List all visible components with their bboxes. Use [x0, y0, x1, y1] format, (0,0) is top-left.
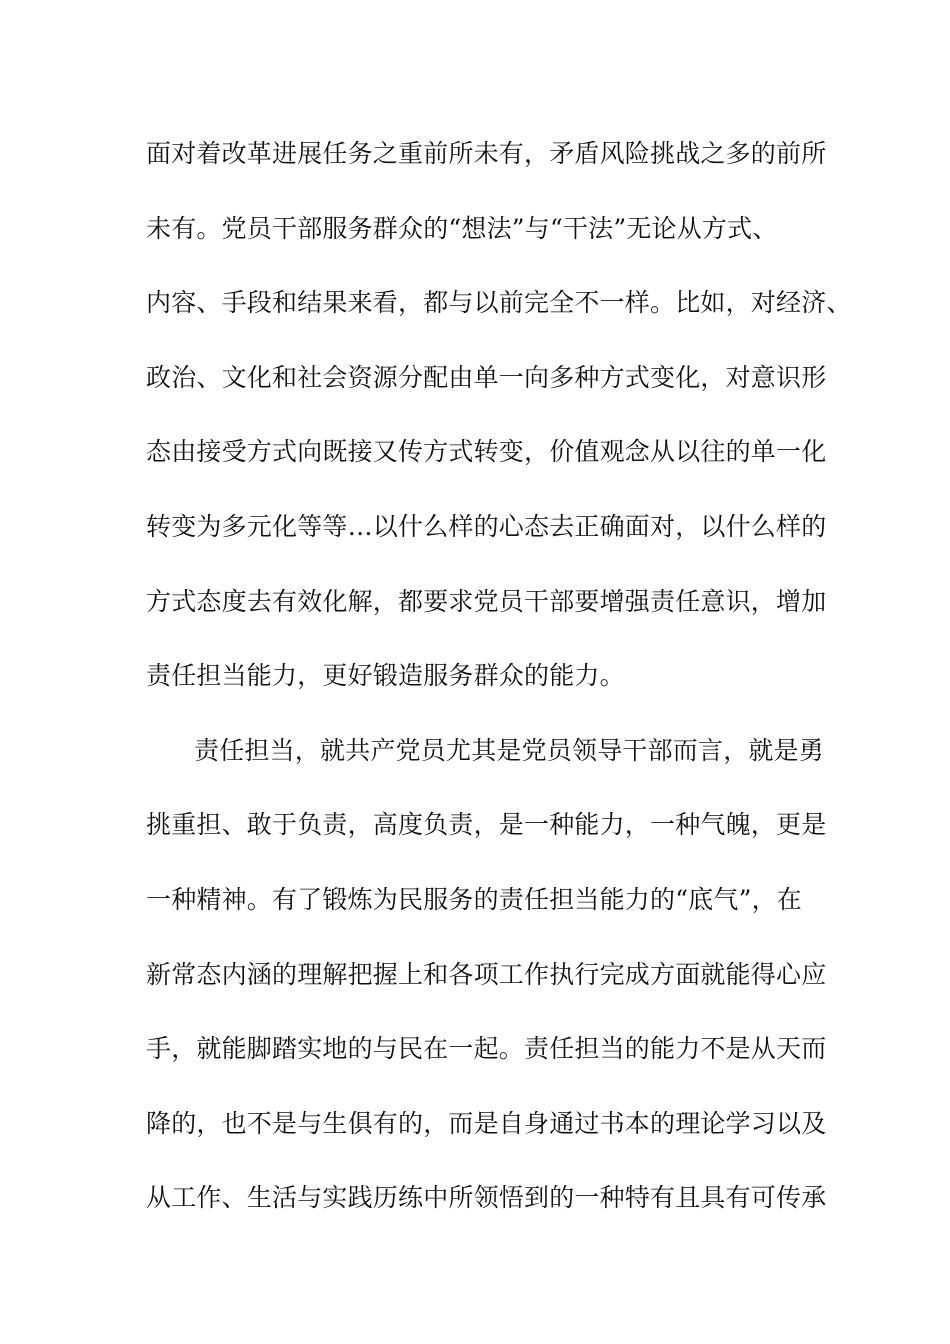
paragraph-1-line: 方式态度去有效化解，都要求党员干部要增强责任意识，增加 [146, 587, 827, 616]
paragraph-1-line: 责任担当能力，更好锻造服务群众的能力。 [146, 661, 625, 690]
paragraph-2-line: 从工作、生活与实践历练中所领悟到的一种特有且具有可传承 [146, 1183, 827, 1212]
paragraph-2-line: 降的，也不是与生俱有的，而是自身通过书本的理论学习以及 [146, 1109, 827, 1138]
paragraph-2-line: 手，就能脚踏实地的与民在一起。责任担当的能力不是从天而 [146, 1034, 827, 1063]
paragraph-2-line: 挑重担、敢于负责，高度负责，是一种能力，一种气魄，更是 [146, 810, 827, 839]
paragraph-1-line: 态由接受方式向既接又传方式转变，价值观念从以往的单一化 [146, 437, 827, 466]
paragraph-1-line: 未有。党员干部服务群众的“想法”与“干法”无论从方式、 [146, 214, 778, 243]
paragraph-1-line: 内容、手段和结果来看，都与以前完全不一样。比如，对经济、 [146, 288, 852, 317]
paragraph-2-line: 新常态内涵的理解把握上和各项工作执行完成方面就能得心应 [146, 960, 827, 989]
paragraph-1-line: 面对着改革进展任务之重前所未有，矛盾风险挑战之多的前所 [146, 139, 827, 168]
paragraph-1-line: 转变为多元化等等…以什么样的心态去正确面对，以什么样的 [146, 512, 827, 541]
paragraph-2-line: 一种精神。有了锻炼为民服务的责任担当能力的“底气”，在 [146, 885, 802, 914]
paragraph-2-line: 责任担当，就共产党员尤其是党员领导干部而言，就是勇 [194, 736, 825, 765]
paragraph-1-line: 政治、文化和社会资源分配由单一向多种方式变化，对意识形 [146, 363, 827, 392]
